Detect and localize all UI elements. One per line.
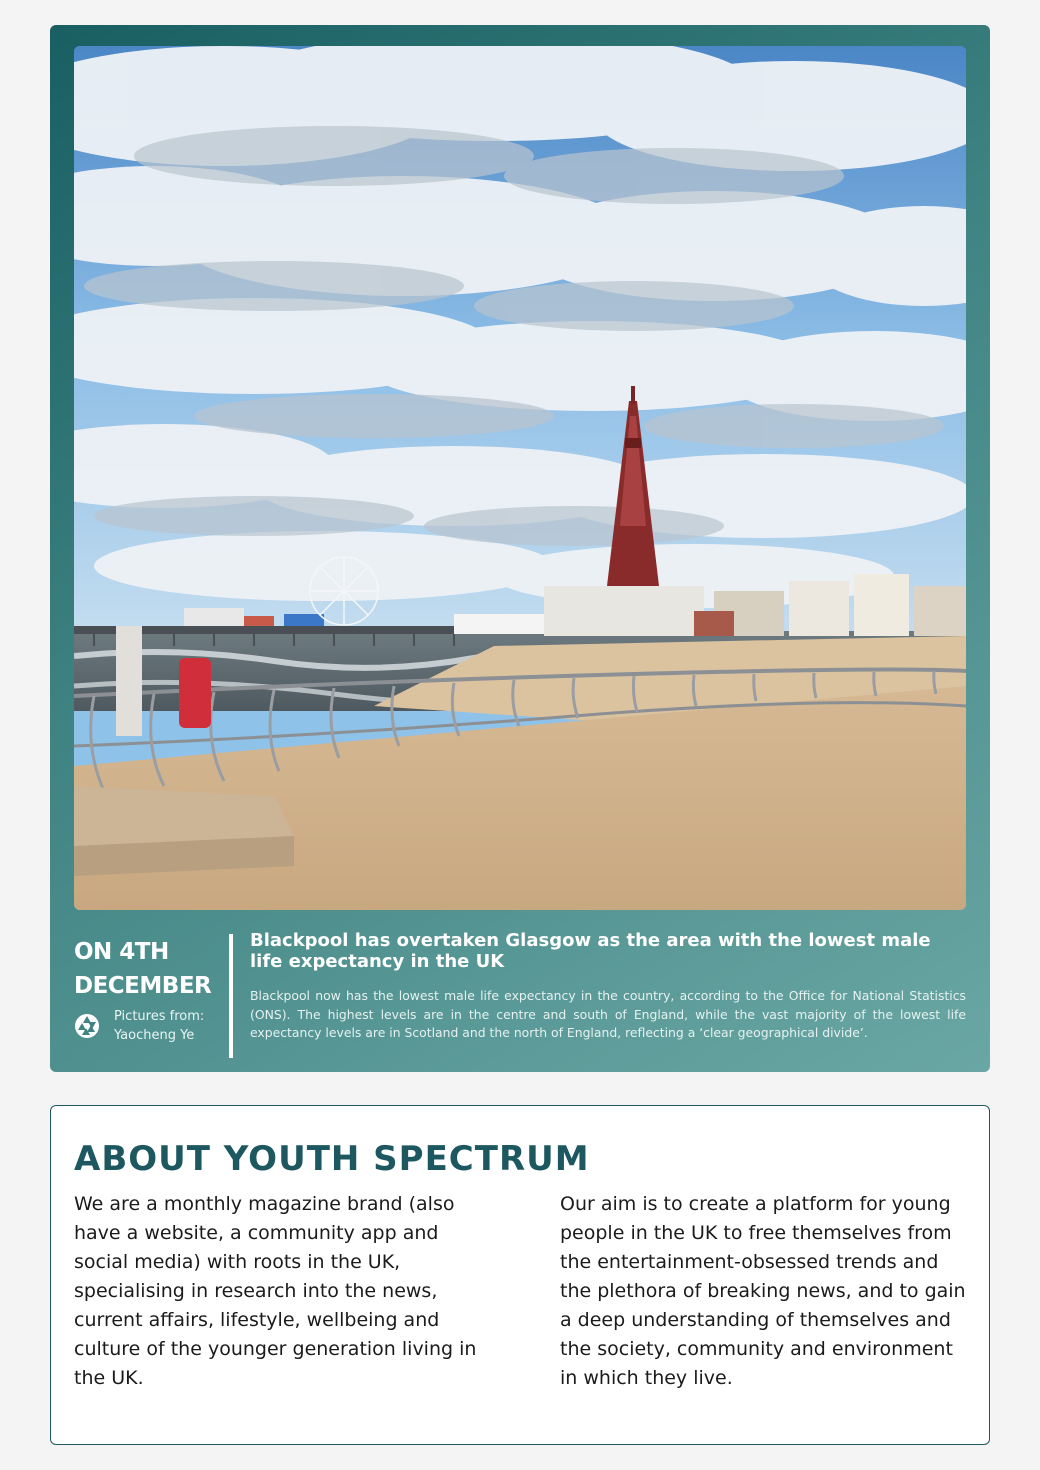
about-left-paragraph: We are a monthly magazine brand (also have a website, a community app and social media) with roots in the UK, specialising in research into the news, current affairs, lifestyle, wellbeing and culture of the younger generation living in the UK. [74,1193,477,1389]
about-right-paragraph: Our aim is to create a platform for young people in the UK to free themselves from the entertainment-obsessed trends and the plethora of breaking news, and to gain a deep understanding of themselves and the society, community and environment in which they live. [560,1193,966,1389]
feature-card [50,25,990,1072]
date-heading [74,935,214,1003]
credit-text [114,1007,204,1045]
credit-name: Yaocheng Ye [114,1028,195,1043]
article-summary: Blackpool now has the lowest male life expectancy in the country, according to the Office for National Statistics (ONS). The highest levels are in the centre and south of England, while the vast majority of the lowest life expectancy levels are in Scotland and the north of England, reflecting a ‘clear geographical divide’. [250,988,966,1040]
camera-aperture-icon [74,1013,100,1039]
blackpool-promenade-photo [74,46,966,910]
date-line-2: DECEMBER [74,973,212,999]
date-line-1: ON 4TH [74,939,169,965]
about-title: ABOUT YOUTH SPECTRUM [74,1139,590,1179]
photo-credit [74,1007,224,1045]
vertical-divider [229,934,233,1058]
about-section [50,1105,990,1445]
article-headline: Blackpool has overtaken Glasgow as the area with the lowest male life expectancy in the UK [250,930,931,972]
credit-label: Pictures from: [114,1009,205,1024]
